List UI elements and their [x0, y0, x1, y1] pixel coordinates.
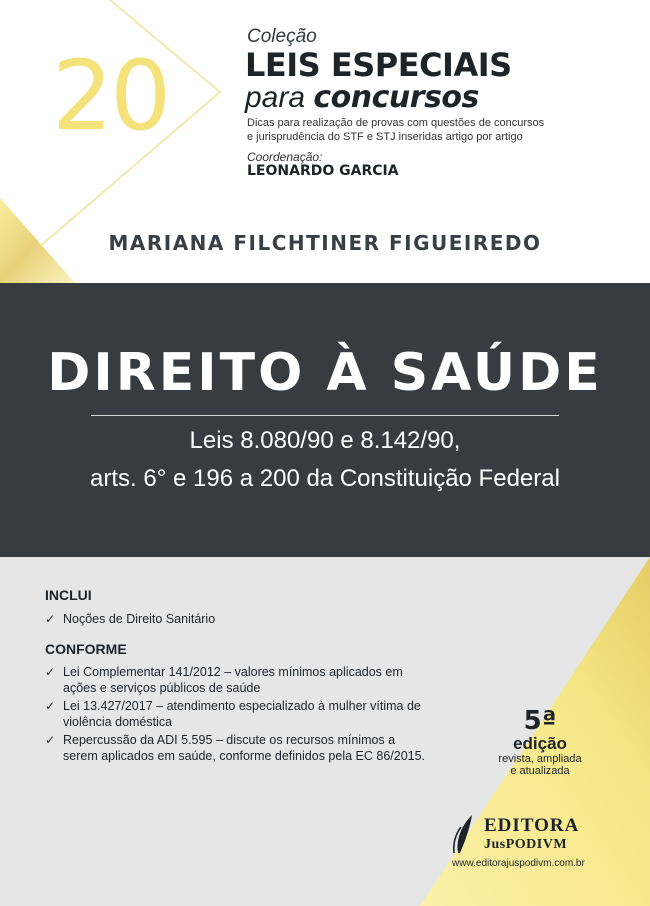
book-subtitle-line-1: Leis 8.080/90 e 8.142/90,: [189, 427, 461, 454]
book-title: DIREITO À SAÚDE: [47, 343, 603, 403]
publisher-sub: JusPODIVM: [484, 837, 568, 852]
edition-note-line-1: revista, ampliada: [498, 753, 582, 765]
conforme-item-line-1: Repercussão da ADI 5.595 – discute os recursos mínimos a: [63, 733, 396, 747]
description-line-2: e jurisprudência do STF e STJ inseridas artigo por artigo: [247, 131, 523, 143]
conforme-list: [45, 664, 435, 766]
publisher-url: www.editorajuspodivm.com.br: [452, 858, 585, 869]
coordinator-name: LEONARDO GARCIA: [247, 163, 399, 179]
includes-label: INCLUI: [45, 587, 92, 603]
check-icon: ✓: [45, 612, 56, 626]
series-subtitle: [245, 80, 479, 115]
cover-top: [0, 0, 650, 283]
feather-quill-icon: [450, 813, 480, 855]
includes-item-text: Noções de Direito Sanitário: [63, 612, 216, 626]
conforme-item-line-2: violência doméstica: [63, 715, 173, 729]
check-icon: ✓: [45, 665, 56, 679]
conforme-item-line-2: ações e serviços públicos de saúde: [63, 681, 261, 695]
series-para: para: [245, 81, 306, 114]
series-concursos: concursos: [313, 80, 479, 115]
list-item: [45, 664, 435, 696]
description-line-1: Dicas para realização de provas com questões de concursos: [247, 117, 545, 129]
book-subtitle-line-2: arts. 6° e 196 a 200 da Constituição Federal: [90, 465, 560, 492]
coordination-label: Coordenação:: [247, 150, 323, 164]
edition-block: [488, 707, 592, 777]
volume-number: 20: [52, 40, 169, 152]
list-item: [45, 611, 435, 627]
edition-word: edição: [513, 734, 567, 753]
title-band: [0, 283, 650, 557]
series-description: [247, 116, 544, 144]
title-divider: [91, 415, 559, 416]
list-item: [45, 732, 435, 764]
includes-list: [45, 611, 435, 629]
conforme-item-line-2: serem aplicados em saúde, conforme definidos pela EC 86/2015.: [63, 749, 426, 763]
check-icon: ✓: [45, 733, 56, 747]
check-icon: ✓: [45, 699, 56, 713]
conforme-item-line-1: Lei 13.427/2017 – atendimento especializado à mulher vítima de: [63, 699, 421, 713]
series-prefix: Coleção: [247, 26, 317, 47]
series-title: LEIS ESPECIAIS: [245, 46, 512, 84]
edition-number: 5ª: [523, 706, 557, 736]
list-item: [45, 698, 435, 730]
conforme-label: CONFORME: [45, 641, 127, 657]
publisher-name: EDITORA: [484, 815, 580, 836]
conforme-item-line-1: Lei Complementar 141/2012 – valores mínimos aplicados em: [63, 665, 403, 679]
author-name: MARIANA FILCHTINER FIGUEIREDO: [108, 231, 542, 255]
cover-bottom: [0, 557, 650, 906]
edition-note-line-2: e atualizada: [510, 765, 570, 777]
